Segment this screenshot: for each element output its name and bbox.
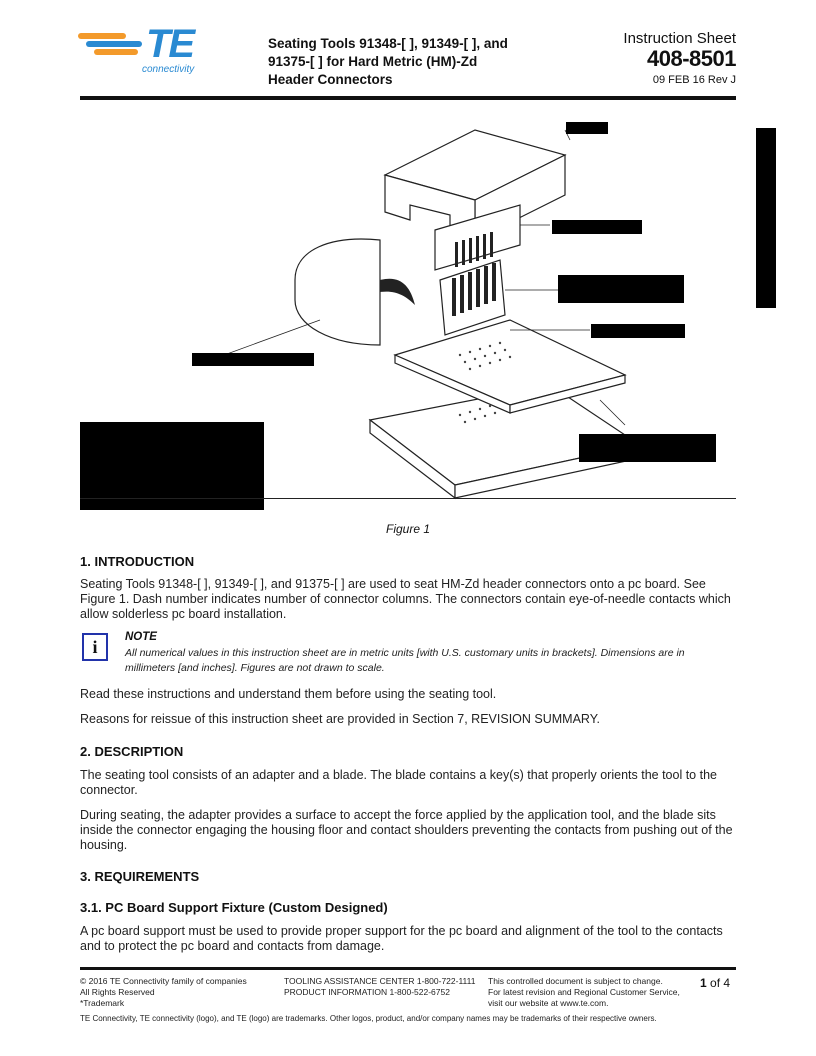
- footer-mid-line-2: PRODUCT INFORMATION 1-800-522-6752: [284, 987, 450, 997]
- footer-right-line-3: visit our website at www.te.com.: [488, 998, 609, 1008]
- page-number: [700, 976, 730, 990]
- figure-illustration: [80, 110, 780, 510]
- sheet-label: Instruction Sheet: [623, 30, 736, 47]
- title-line-1: Seating Tools 91348-[ ], 91349-[ ], and: [268, 36, 508, 51]
- logo-stripe-blue: [86, 41, 142, 47]
- figure-caption: Figure 1: [385, 522, 431, 536]
- callout-detail: [192, 353, 314, 366]
- requirements-subheading: 3.1. PC Board Support Fixture (Custom Designed): [80, 900, 388, 915]
- requirements-heading: 3. REQUIREMENTS: [80, 869, 200, 884]
- footer-left-line-3: *Trademark: [80, 998, 125, 1008]
- info-icon-glyph: i: [92, 637, 98, 657]
- reissue-paragraph: Reasons for reissue of this instruction sheet are provided in Section 7, REVISION SUMMARY.: [80, 712, 600, 726]
- read-paragraph: Read these instructions and understand them before using the seating tool.: [80, 687, 497, 701]
- side-label-block: [80, 422, 264, 510]
- header-rule: [80, 96, 736, 100]
- document-title: [268, 35, 528, 89]
- page-current: 1: [700, 976, 707, 990]
- title-line-3: Header Connectors: [268, 72, 393, 87]
- description-paragraph-2: During seating, the adapter provides a surface to accept the force applied by the application tool, and the blade sits inside the connector engaging the housing floor and contact shoulders preventing the contacts from pushing out of the housing.: [80, 808, 733, 852]
- description-paragraph-1: The seating tool consists of an adapter and a blade. The blade contains a key(s) that properly orients the tool to the connector.: [80, 768, 717, 797]
- margin-block: [756, 128, 776, 308]
- logo-subtext: connectivity: [142, 64, 195, 75]
- sheet-date: 09 FEB 16 Rev J: [652, 74, 736, 86]
- callout-fixture: [579, 434, 716, 462]
- figure-rule: [80, 498, 736, 499]
- footer-notice: [488, 976, 688, 1009]
- footer-left-line-2: All Rights Reserved: [80, 987, 155, 997]
- note-text: All numerical values in this instruction sheet are in metric units [with U.S. customary units in brackets]. Dimensions are in millimeters [and inches]. Figures are not drawn to scale.: [125, 647, 685, 674]
- footer-copyright: [80, 976, 280, 1009]
- footer-contact: [284, 976, 484, 998]
- info-icon: [82, 633, 108, 661]
- footer-rule: [80, 967, 736, 970]
- logo-text: TE: [146, 22, 194, 66]
- logo-stripe-orange-2: [94, 49, 138, 55]
- footer-left-line-1: © 2016 TE Connectivity family of companies: [80, 976, 247, 986]
- sheet-number: 408-8501: [647, 46, 736, 71]
- callout-board: [591, 324, 685, 338]
- note-title: NOTE: [125, 631, 157, 643]
- footer-right-line-1: This controlled document is subject to change.: [488, 976, 663, 986]
- footer-right-line-2: For latest revision and Regional Customer Service,: [488, 987, 680, 997]
- title-line-2: 91375-[ ] for Hard Metric (HM)-Zd: [268, 54, 478, 69]
- intro-paragraph: Seating Tools 91348-[ ], 91349-[ ], and 91375-[ ] are used to seat HM-Zd header connectors onto a pc board. See Figure 1. Dash number indicates number of connector columns. The connectors contain eye-of-needle contacts which allow solderless pc board installation.: [80, 577, 731, 621]
- detail-view: [295, 239, 380, 345]
- description-heading: 2. DESCRIPTION: [80, 744, 184, 759]
- trademark-notice: TE Connectivity, TE connectivity (logo), and TE (logo) are trademarks. Other logos, product, and/or company names may be trademarks of their respective owners.: [80, 1014, 657, 1023]
- callout-connector: [558, 275, 684, 303]
- page-total: of 4: [710, 976, 731, 990]
- callout-blade: [552, 220, 642, 234]
- intro-heading: 1. INTRODUCTION: [80, 554, 195, 569]
- logo-stripe-orange: [78, 33, 126, 39]
- requirements-paragraph: A pc board support must be used to provide proper support for the pc board and alignment of the tool to the contacts and to protect the pc board and contacts from damage.: [80, 924, 723, 953]
- te-logo: [78, 22, 218, 80]
- footer-mid-line-1: TOOLING ASSISTANCE CENTER 1-800-722-1111: [284, 976, 476, 986]
- callout-adapter: [566, 122, 608, 134]
